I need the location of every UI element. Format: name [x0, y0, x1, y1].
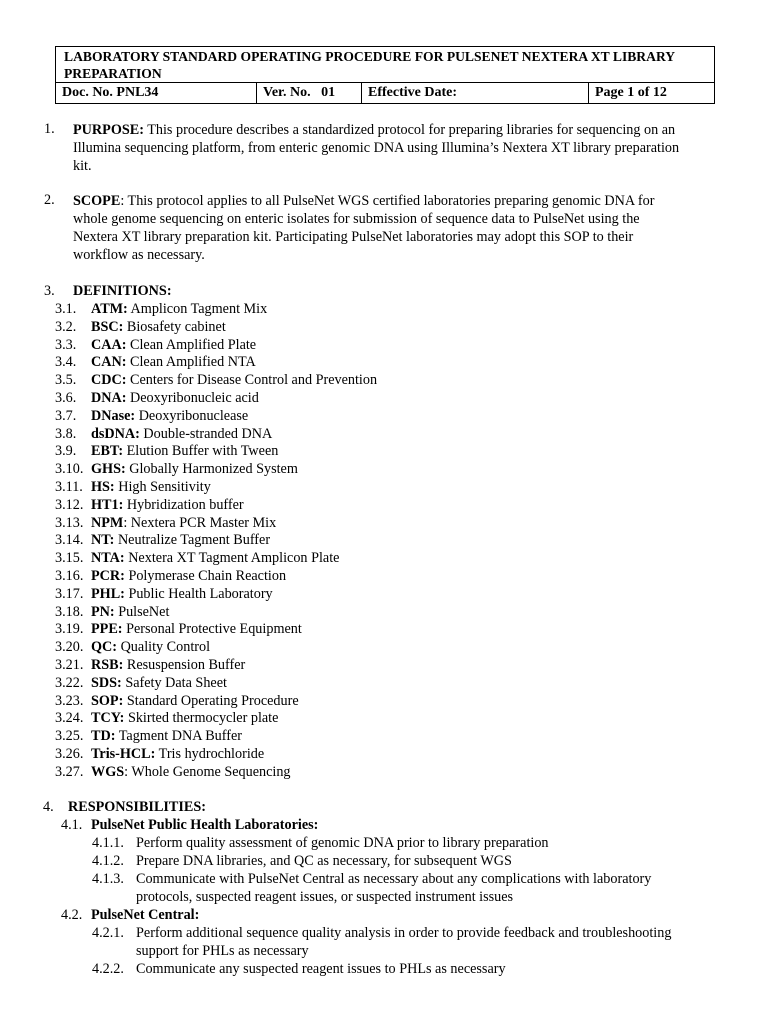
- definition-text: [91, 371, 377, 389]
- definition-description: : Nextera PCR Master Mix: [123, 514, 277, 531]
- definition-description: : Whole Genome Sequencing: [124, 763, 291, 780]
- definition-term: PCR:: [91, 568, 125, 584]
- definition-number: 3.1.: [55, 301, 77, 317]
- definition-number: 3.26.: [55, 746, 84, 762]
- section-label: RESPONSIBILITIES:: [68, 799, 206, 815]
- definition-term: PPE:: [91, 621, 123, 638]
- section-number: 1.: [44, 121, 55, 137]
- definition-description: Polymerase Chain Reaction: [124, 568, 287, 584]
- item-text: support for PHLs as necessary: [136, 943, 309, 959]
- definition-description: Biosafety cabinet: [123, 318, 226, 335]
- definition-description: Elution Buffer with Tween: [123, 443, 279, 460]
- item-number: 4.1.3.: [92, 871, 124, 887]
- item-number: 4.1.2.: [92, 853, 124, 869]
- definition-description: Tris hydrochloride: [155, 746, 265, 762]
- doc-number: Doc. No. PNL34: [56, 83, 257, 103]
- definition-text: [91, 442, 278, 460]
- definition-number: 3.18.: [55, 603, 84, 620]
- definition-description: Nextera XT Tagment Amplicon Plate: [124, 550, 340, 567]
- definition-number: 3.13.: [55, 514, 84, 531]
- definition-term: NT:: [91, 532, 115, 549]
- definition-number: 3.20.: [55, 639, 84, 656]
- definition-number: 3.9.: [55, 443, 77, 460]
- item-number: 4.2.2.: [92, 961, 124, 977]
- definition-text: [91, 549, 339, 567]
- definition-description: Hybridization buffer: [123, 496, 244, 513]
- definition-description: Resuspension Buffer: [123, 657, 246, 673]
- definition-text: [91, 763, 291, 781]
- definition-text: [91, 353, 256, 371]
- item-text: Communicate any suspected reagent issues to PHLs as necessary: [136, 961, 506, 977]
- definition-term: dsDNA:: [91, 425, 140, 442]
- subsection-label: PulseNet Public Health Laboratories:: [91, 817, 319, 833]
- definition-description: Centers for Disease Control and Prevention: [126, 372, 378, 389]
- section-label: PURPOSE:: [73, 122, 144, 138]
- version-number: Ver. No. 01: [257, 83, 362, 103]
- definition-text: [91, 460, 298, 478]
- definition-number: 3.19.: [55, 621, 84, 638]
- section-label: DEFINITIONS:: [73, 283, 172, 299]
- section-number: 4.: [43, 799, 54, 815]
- purpose-text: [73, 121, 727, 175]
- definition-number: 3.7.: [55, 407, 77, 424]
- item-text: Perform additional sequence quality analysis in order to provide feedback and troubleshooting: [136, 925, 672, 941]
- section-number: 3.: [44, 283, 55, 299]
- definition-term: HS:: [91, 479, 115, 495]
- definition-term: EBT:: [91, 443, 124, 460]
- definition-description: High Sensitivity: [114, 479, 211, 495]
- definition-number: 3.17.: [55, 585, 84, 602]
- definition-description: Double-stranded DNA: [139, 425, 273, 442]
- definition-text: [91, 389, 259, 407]
- definition-description: Deoxyribonucleic acid: [126, 390, 259, 406]
- definition-term: PHL:: [91, 585, 125, 602]
- definition-text: [91, 656, 245, 674]
- definition-text: [91, 300, 267, 318]
- item-number: 4.1.1.: [92, 835, 124, 851]
- definition-term: DNA:: [91, 390, 127, 406]
- definition-number: 3.5.: [55, 372, 77, 389]
- definition-text: [91, 318, 226, 336]
- definition-text: [91, 727, 242, 745]
- definition-number: 3.12.: [55, 496, 84, 513]
- definition-description: Quality Control: [117, 639, 211, 656]
- definition-number: 3.27.: [55, 763, 84, 780]
- definition-description: Deoxyribonuclease: [135, 407, 249, 424]
- section-label: SCOPE: [73, 193, 121, 209]
- paragraph-line: : This protocol applies to all PulseNet WGS certified laboratories preparing genomic DNA for: [120, 193, 655, 209]
- definition-term: QC:: [91, 639, 118, 656]
- definition-term: CDC:: [91, 372, 127, 389]
- definition-text: [91, 603, 169, 621]
- paragraph-line: This procedure describes a standardized protocol for preparing libraries for sequencing on an: [143, 122, 676, 138]
- subsection-number: 4.2.: [61, 907, 83, 923]
- definition-text: [91, 567, 286, 585]
- definition-term: DNase:: [91, 407, 136, 424]
- definition-term: NPM: [91, 514, 124, 531]
- definition-term: Tris-HCL:: [91, 746, 156, 762]
- effective-date: Effective Date:: [362, 83, 589, 103]
- definition-term: PN:: [91, 603, 115, 620]
- definition-text: [91, 407, 248, 425]
- definition-number: 3.24.: [55, 710, 84, 727]
- definition-description: Amplicon Tagment Mix: [127, 301, 268, 317]
- item-text: Communicate with PulseNet Central as necessary about any complications with laboratory: [136, 871, 652, 887]
- definition-text: [91, 496, 244, 514]
- definition-number: 3.23.: [55, 692, 84, 709]
- definition-text: [91, 674, 227, 692]
- definition-number: 3.6.: [55, 390, 77, 406]
- definition-text: [91, 709, 278, 727]
- section-number: 2.: [44, 192, 55, 208]
- definition-description: Neutralize Tagment Buffer: [114, 532, 271, 549]
- definition-number: 3.14.: [55, 532, 84, 549]
- definition-term: TD:: [91, 728, 116, 745]
- definition-text: [91, 638, 210, 656]
- definition-number: 3.2.: [55, 318, 77, 335]
- definition-term: WGS: [91, 763, 125, 780]
- item-text: Perform quality assessment of genomic DNA prior to library preparation: [136, 835, 549, 851]
- definition-number: 3.8.: [55, 425, 77, 442]
- definition-text: [91, 585, 273, 603]
- definition-text: [91, 692, 299, 710]
- subsection-label: PulseNet Central:: [91, 907, 200, 923]
- definition-term: GHS:: [91, 461, 126, 478]
- definition-text: [91, 531, 270, 549]
- definition-text: [91, 425, 272, 443]
- definition-description: Clean Amplified Plate: [126, 336, 257, 353]
- paragraph-line: kit.: [73, 158, 92, 174]
- definition-term: SDS:: [91, 674, 122, 691]
- definition-text: [91, 514, 276, 532]
- definition-description: Tagment DNA Buffer: [115, 728, 242, 745]
- definition-number: 3.11.: [55, 479, 83, 495]
- page-number: Page 1 of 12: [595, 85, 667, 100]
- item-number: 4.2.1.: [92, 925, 124, 941]
- paragraph-line: Nextera XT library preparation kit. Participating PulseNet laboratories may adopt this SOP to their: [73, 229, 634, 245]
- paragraph-line: workflow as necessary.: [73, 247, 205, 263]
- definition-description: Public Health Laboratory: [124, 585, 273, 602]
- item-text: protocols, suspected reagent issues, or suspected instrument issues: [136, 889, 514, 905]
- definition-number: 3.3.: [55, 336, 77, 353]
- document-header-table: [55, 46, 715, 104]
- definition-description: Standard Operating Procedure: [123, 692, 299, 709]
- definition-description: PulseNet: [114, 603, 170, 620]
- definition-term: NTA:: [91, 550, 125, 567]
- definition-term: TCY:: [91, 710, 125, 727]
- definition-term: CAN:: [91, 354, 127, 371]
- definition-text: [91, 745, 264, 763]
- definition-number: 3.16.: [55, 568, 84, 584]
- definition-term: HT1:: [91, 496, 124, 513]
- subsection-number: 4.1.: [61, 817, 83, 833]
- definition-description: Skirted thermocycler plate: [124, 710, 279, 727]
- definition-term: SOP:: [91, 692, 124, 709]
- paragraph-line: Illumina sequencing platform, from enteric genomic DNA using Illumina’s Nextera XT library preparation: [73, 140, 680, 156]
- definition-number: 3.4.: [55, 354, 77, 371]
- definition-description: Personal Protective Equipment: [122, 621, 302, 638]
- definition-description: Safety Data Sheet: [121, 674, 227, 691]
- definition-text: [91, 478, 211, 496]
- item-text: Prepare DNA libraries, and QC as necessary, for subsequent WGS: [136, 853, 512, 869]
- definition-description: Clean Amplified NTA: [126, 354, 256, 371]
- definition-text: [91, 620, 302, 638]
- definition-number: 3.22.: [55, 674, 84, 691]
- definition-text: [91, 336, 256, 354]
- definition-term: ATM:: [91, 301, 128, 317]
- definition-number: 3.15.: [55, 550, 84, 567]
- definition-number: 3.10.: [55, 461, 84, 478]
- definition-term: BSC:: [91, 318, 124, 335]
- definition-description: Globally Harmonized System: [125, 461, 298, 478]
- scope-text: [73, 192, 727, 264]
- definition-number: 3.25.: [55, 728, 84, 745]
- paragraph-line: whole genome sequencing on enteric isolates for submission of sequence data to PulseNet using the: [73, 211, 640, 227]
- document-title: LABORATORY STANDARD OPERATING PROCEDURE FOR PULSENET NEXTERA XT LIBRARY PREPARATION: [56, 47, 714, 83]
- definition-number: 3.21.: [55, 657, 84, 673]
- header-info-row: [56, 83, 714, 103]
- definition-term: RSB:: [91, 657, 124, 673]
- definition-term: CAA:: [91, 336, 127, 353]
